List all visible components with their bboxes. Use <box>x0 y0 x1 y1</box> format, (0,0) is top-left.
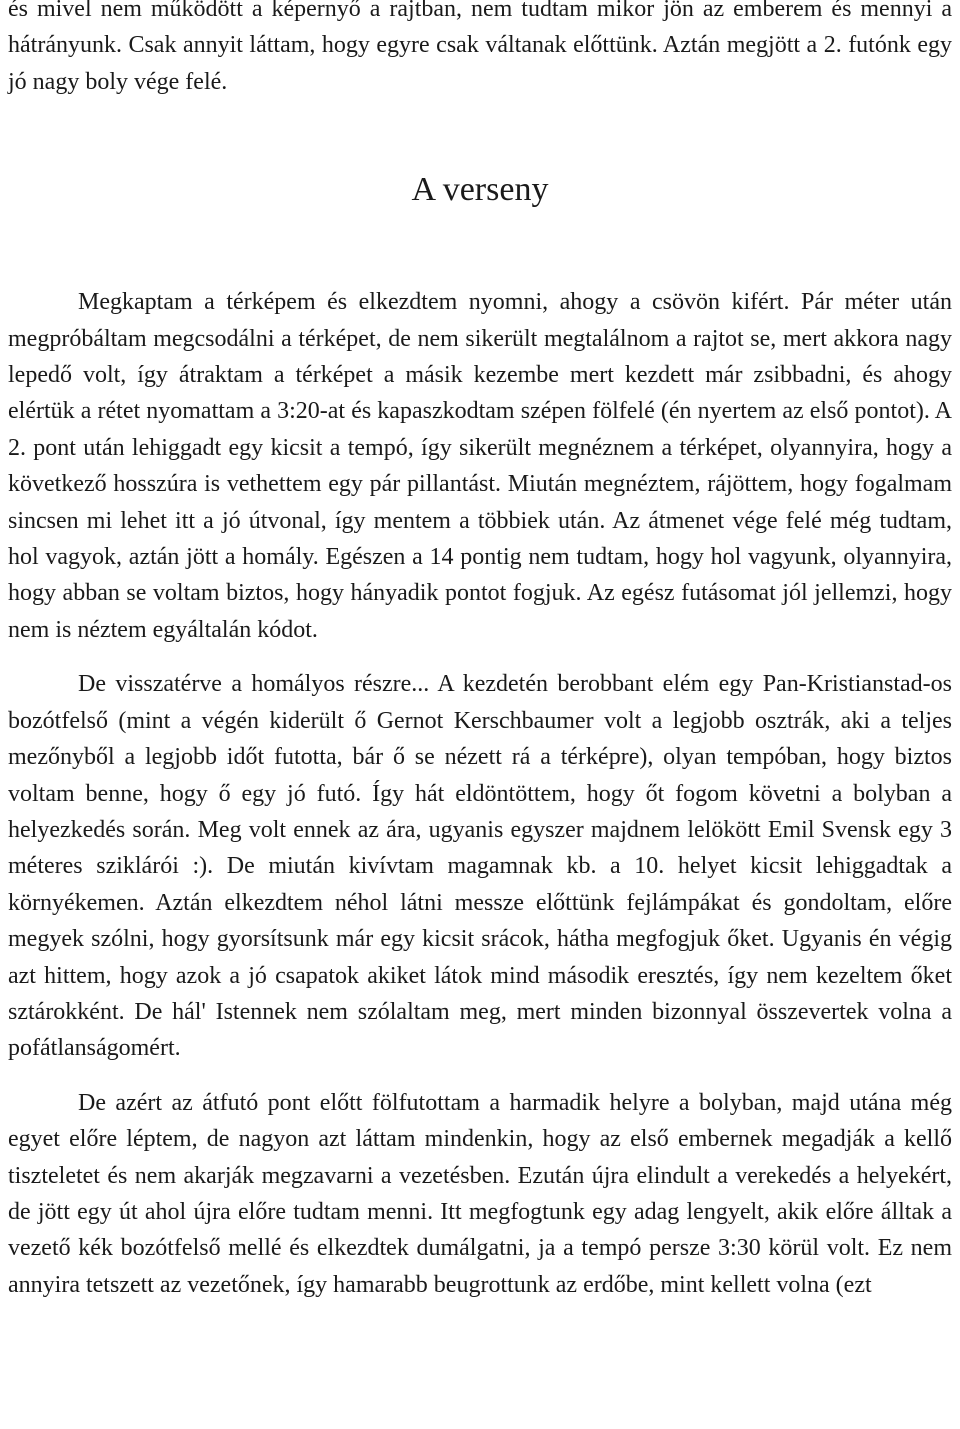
paragraph-checkpoint: De azért az átfutó pont előtt fölfutottam a harmadik helyre a bolyban, majd utána még egyet előre léptem, de nagyon azt láttam mindenkin, hogy az első embernek megadják a kellő tiszteletet és nem akarják megzavarni a vezetésben. Ezután újra elindult a verekedés a helyekért, de jött egy út ahol újra előre tudtam menni. Itt megfogtunk egy adag lengyelt, akik előre álltak a vezető kék bozótfelső mellé és elkezdtek dumálgatni, ja a tempó persze 3:30 körül volt. Ez nem annyira tetszett az vezetőnek, így hamarabb beugrottunk az erdőbe, mint kellett volna (ezt <box>8 1089 952 1298</box>
paragraph-gap <box>8 1067 952 1085</box>
paragraph-gap <box>8 648 952 666</box>
paragraph-intro: és mivel nem működött a képernyő a rajtban, nem tudtam mikor jön az emberem és mennyi a hátrányunk. Csak annyit láttam, hogy egyre csak váltanak előttünk. Aztán megjött a 2. futónk egy jó nagy boly vége felé. <box>8 0 952 95</box>
paragraph-pack-running: De visszatérve a homályos részre... A kezdetén berobbant elém egy Pan-Kristianstad-os bozótfelső (mint a végén kiderült ő Gernot Kerschbaumer volt a legjobb osztrák, aki a teljes mezőnyből a legjobb időt futotta, bár ő se nézett rá a térképre), olyan tempóban, hogy biztos voltam benne, hogy ő egy jó futó. Így hát eldöntöttem, hogy őt fogom követni a bolyban a helyezkedés során. Meg volt ennek az ára, ugyanis egyszer majdnem lelökött Emil Svensk egy 3 méteres sziklárói :). De miután kivívtam magamnak kb. a 10. helyet kicsit lehiggadtak a környékemen. Aztán elkezdtem néhol látni messze előttünk fejlámpákat és gondoltam, előre megyek szólni, hogy gyorsítsunk már egy kicsit srácok, hátha megfogjuk őket. Ugyanis én végig azt hittem, hogy azok a jó csapatok akiket látok mind második eresztés, így nem kezeltem őket sztárokként. De hál' Istennek nem szólaltam meg, mert minden bizonnyal összevertek volna a pofátlanságomért. <box>8 671 952 1062</box>
paragraph-race-start: Megkaptam a térképem és elkezdtem nyomni, ahogy a csövön kifért. Pár méter után megpróbáltam megcsodálni a térképet, de nem sikerült megtalálnom a rajtot se, mert akkora nagy lepedő volt, így átraktam a térképet a másik kezembe mert kezdett már zsibbadni, és ahogy elértük a rétet nyomattam a 3:20-at és kapaszkodtam szépen fölfelé (én nyertem az első pontot). A 2. pont után lehiggadt egy kicsit a tempó, így sikerült megnéznem a térképet, olyannyira, hogy a következő hosszúra is vethettem egy pár pillantást. Miután megnéztem, rájöttem, hogy fogalmam sincsen mi lehet itt a jó útvonal, így mentem a többiek után. Az átmenet vége felé még tudtam, hol vagyok, aztán jött a homály. Egészen a 14 pontig nem tudtam, hogy hol vagyunk, olyannyira, hogy abban se voltam biztos, hogy hányadik pontot fogjuk. Az egész futásomat jól jellemzi, hogy nem is néztem egyáltalán kódot. <box>8 289 952 643</box>
section-heading: A verseny <box>411 171 549 209</box>
